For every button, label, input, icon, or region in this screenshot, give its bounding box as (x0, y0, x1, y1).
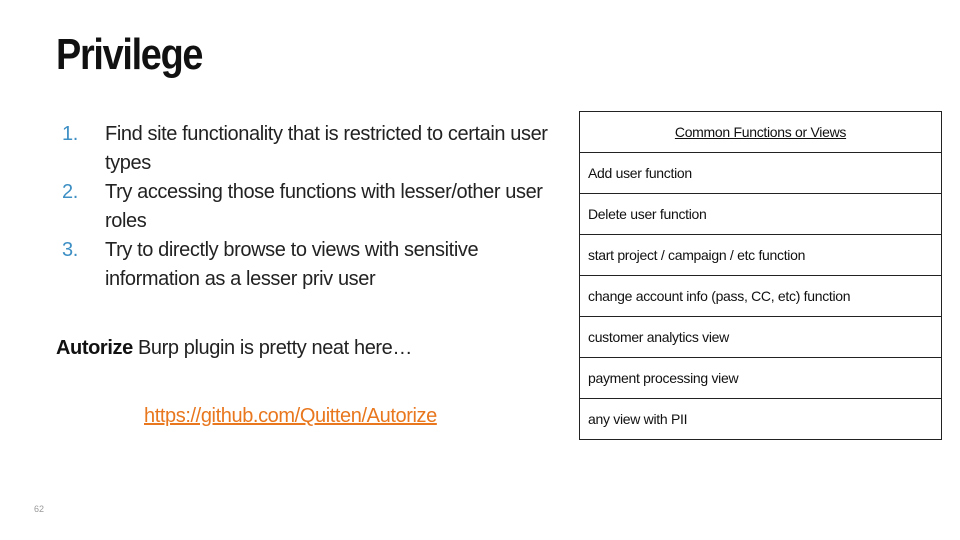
table-header-row (580, 112, 942, 153)
table-row (580, 153, 942, 194)
table-cell: Add user function (580, 153, 942, 194)
step-item (62, 236, 552, 294)
autorize-note (56, 334, 412, 363)
common-functions-table (579, 111, 942, 440)
step-text: Try to directly browse to views with sensitive information as a lesser priv user (105, 239, 479, 290)
table-cell: customer analytics view (580, 317, 942, 358)
table-cell: Delete user function (580, 194, 942, 235)
step-number: 3. (62, 239, 78, 261)
table-row (580, 276, 942, 317)
step-number: 1. (62, 123, 78, 145)
table-header-cell: Common Functions or Views (580, 112, 942, 153)
step-item (62, 120, 552, 178)
table-row (580, 317, 942, 358)
table-row (580, 235, 942, 276)
table-cell: change account info (pass, CC, etc) function (580, 276, 942, 317)
table-row (580, 399, 942, 440)
table-row (580, 358, 942, 399)
table-cell: any view with PII (580, 399, 942, 440)
page-number: 62 (34, 504, 45, 514)
step-text: Try accessing those functions with lesser/other user roles (105, 181, 543, 232)
autorize-name: Autorize (56, 337, 133, 359)
table-cell: payment processing view (580, 358, 942, 399)
steps-list (62, 120, 552, 294)
step-text: Find site functionality that is restricted to certain user types (105, 123, 548, 174)
table-row (580, 194, 942, 235)
slide-title: Privilege (56, 30, 203, 79)
step-item (62, 178, 552, 236)
step-number: 2. (62, 181, 78, 203)
autorize-repo-link[interactable]: https://github.com/Quitten/Autorize (144, 405, 437, 427)
table-cell: start project / campaign / etc function (580, 235, 942, 276)
autorize-text: Burp plugin is pretty neat here… (132, 337, 412, 359)
